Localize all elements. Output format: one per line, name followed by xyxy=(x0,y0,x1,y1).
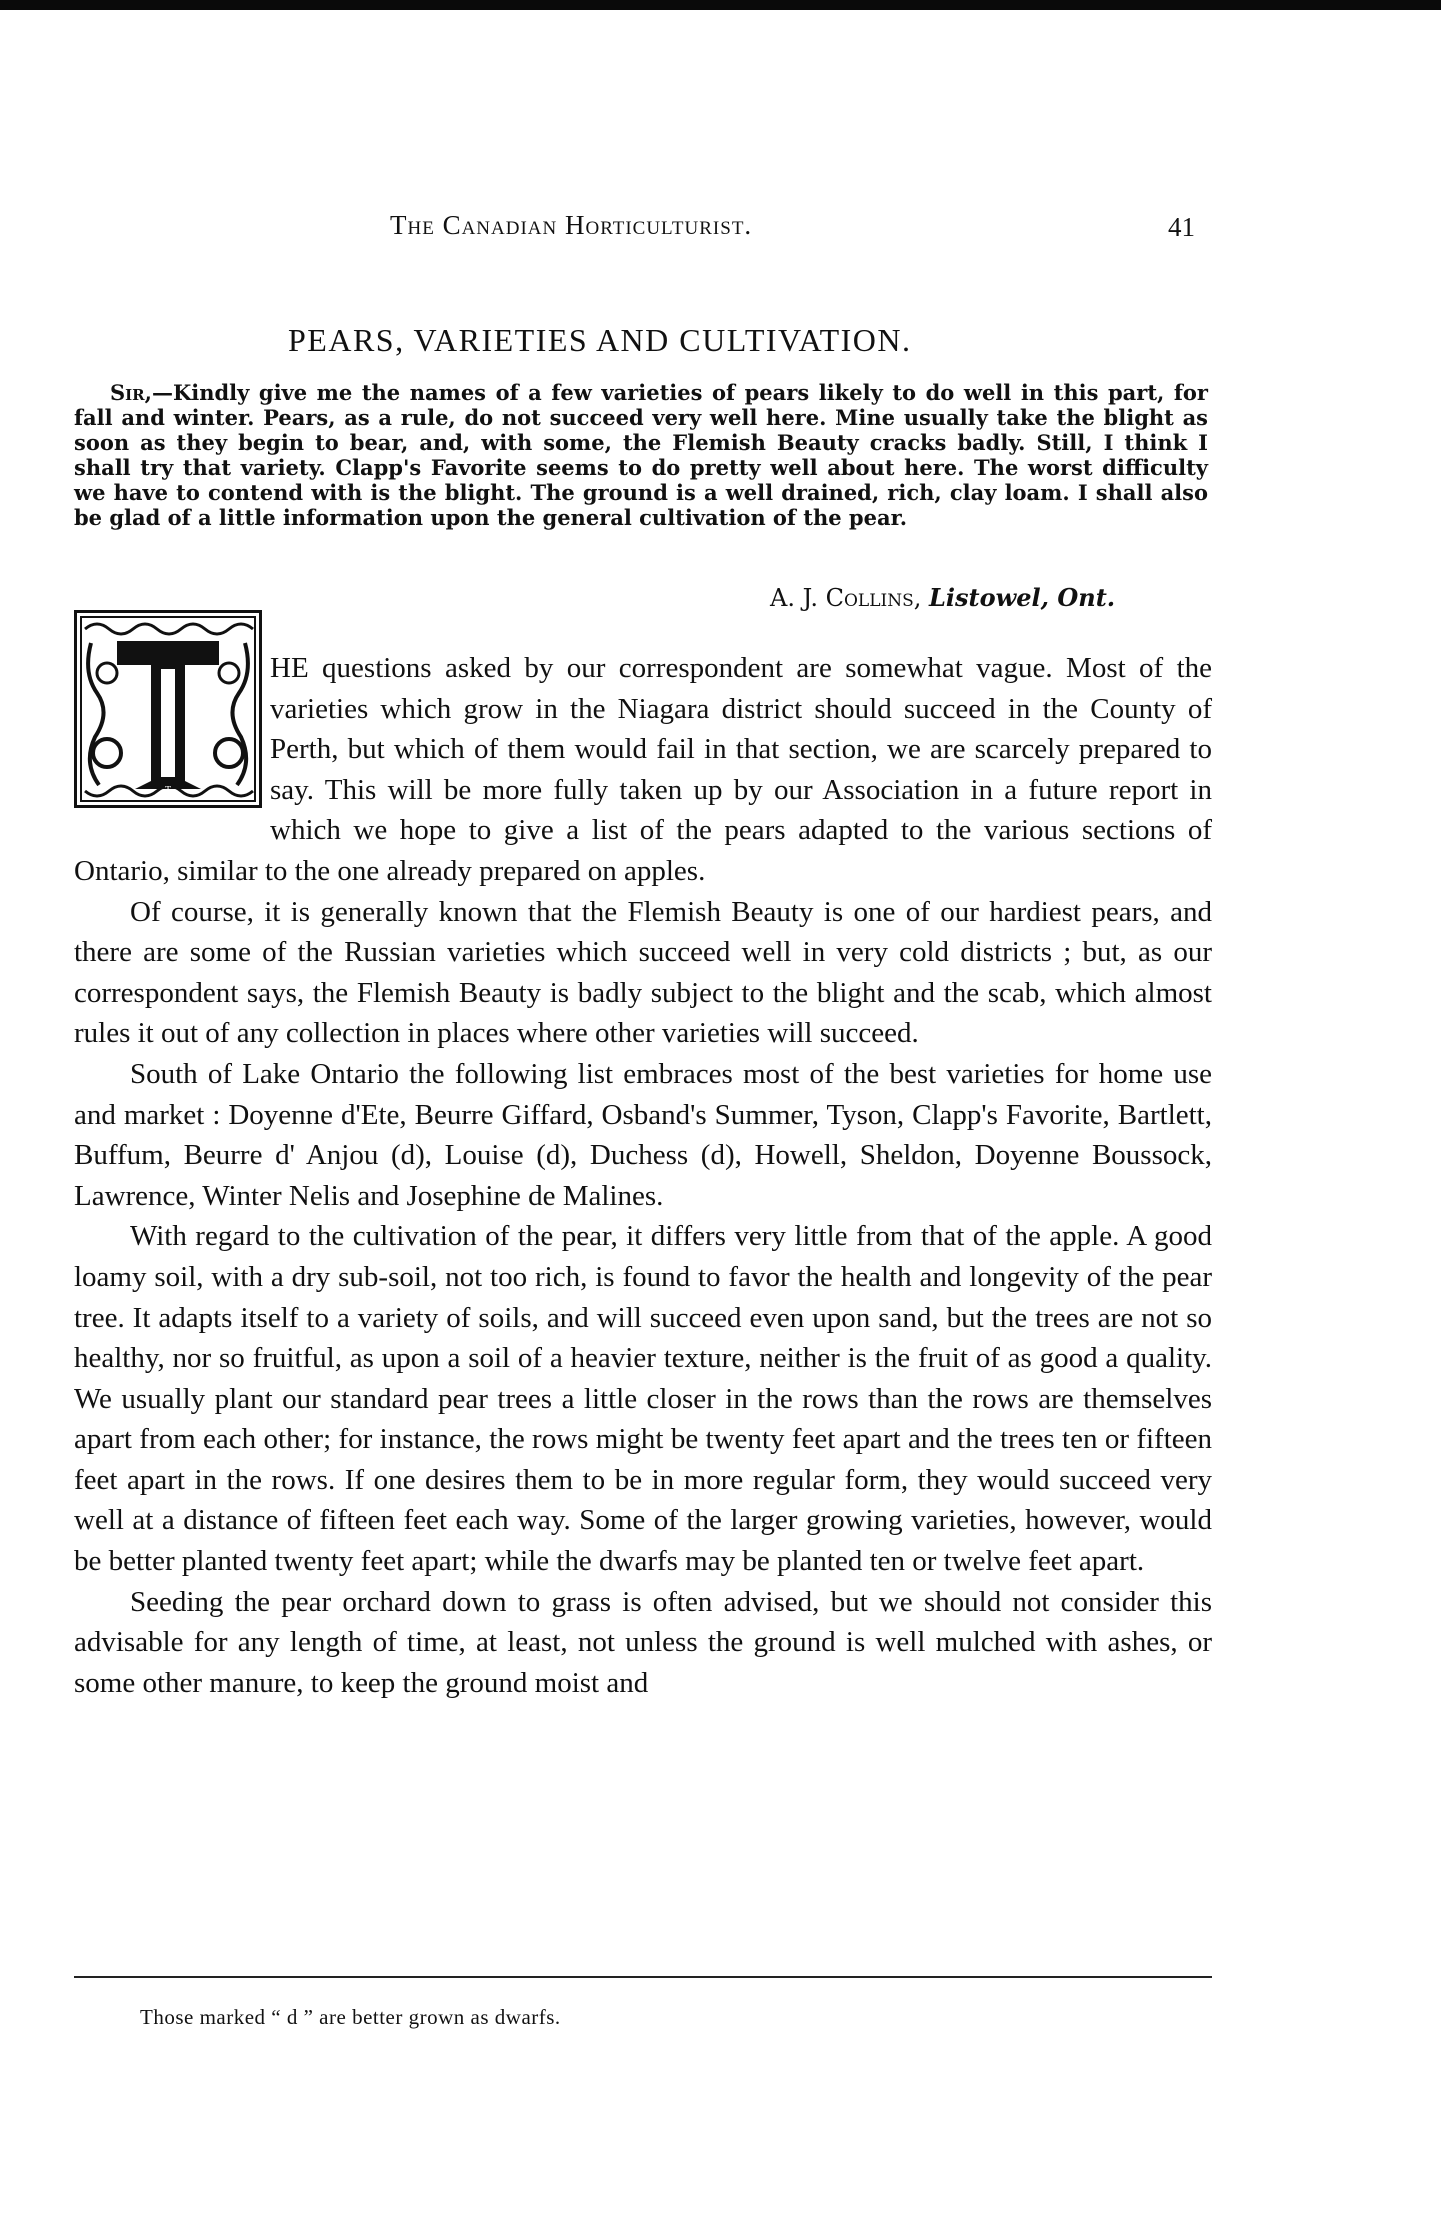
letter-salutation: Sir, xyxy=(110,380,152,405)
article-body xyxy=(74,648,1212,1703)
running-head: The Canadian Horticulturist. xyxy=(390,210,753,240)
paragraph-1: HE questions asked by our correspondent are somewhat vague. Most of the varieties which grow in the Niagara district should succeed in the County of Perth, but which of them would fail in that section, we are scarcely prepared to say. This will be more fully taken up by our Association in a future report in which we hope to give a list of the pears adapted to the various sections of Ontario, similar to the one already prepared on apples. xyxy=(74,652,1212,887)
letter-signature xyxy=(770,583,1115,612)
letter-body: —Kindly give me the names of a few varieties of pears likely to do well in this part, for fall and winter. Pears, as a rule, do not succeed very well here. Mine usually take the blight as soon as they begin to bear, and, with some, the Flemish Beauty cracks badly. Still, I think I shall try that variety. Clapp's Favorite seems to do pretty well about here. The worst difficulty we have to contend with is the blight. The ground is a well drained, rich, clay loam. I shall also be glad of a little information upon the general cultivation of the pear. xyxy=(74,380,1208,530)
paragraph-2: Of course, it is generally known that the Flemish Beauty is one of our hardiest pears, and there are some of the Russian varieties which succeed well in very cold districts ; but, as our correspondent says, the Flemish Beauty is badly subject to the blight and the scab, which almost rules it out of any collection in places where other varieties will succeed. xyxy=(74,895,1212,1050)
drop-cap-letter: T xyxy=(164,785,172,796)
paragraph-3: South of Lake Ontario the following list embraces most of the best varieties for home use and market : Doyenne d'Ete, Beurre Giffard, Osband's Summer, Tyson, Clapp's Favorite, Bartlett, Buffum, Beurre d' Anjou (d), Louise (d), Duchess (d), Howell, Sheldon, Doyenne Boussock, Lawrence, Winter Nelis and Josephine de Malines. xyxy=(74,1057,1212,1212)
footnote-divider xyxy=(74,1976,1212,1978)
page-number: 41 xyxy=(1168,212,1195,242)
footnote: Those marked “ d ” are better grown as dwarfs. xyxy=(140,2005,561,2029)
article-title: PEARS, VARIETIES AND CULTIVATION. xyxy=(288,322,912,358)
signature-place: Listowel, Ont. xyxy=(929,583,1116,612)
paragraph-4: With regard to the cultivation of the pear, it differs very little from that of the apple. A good loamy soil, with a dry sub-soil, not too rich, is found to favor the health and longevity of the pear tree. It adapts itself to a variety of soils, and will succeed even upon sand, but the trees are not so healthy, nor so fruitful, as upon a soil of a heavier texture, neither is the fruit of as good a quality. We usually plant our standard pear trees a little closer in the rows than the rows are themselves apart from each other; for instance, the rows might be twenty feet apart and the trees ten or fifteen feet apart in the rows. If one desires them to be in more regular form, they would succeed very well at a distance of fifteen feet each way. Some of the larger growing varieties, however, would be better planted twenty feet apart; while the dwarfs may be planted ten or twelve feet apart. xyxy=(74,1220,1212,1578)
signature-name: A. J. Collins, xyxy=(770,584,922,612)
scan-top-border xyxy=(0,0,1441,10)
reader-letter xyxy=(74,380,1208,530)
paragraph-5: Seeding the pear orchard down to grass is often advised, but we should not consider this advisable for any length of time, at least, not unless the ground is well mulched with ashes, or some other manure, to keep the ground moist and xyxy=(74,1585,1212,1699)
